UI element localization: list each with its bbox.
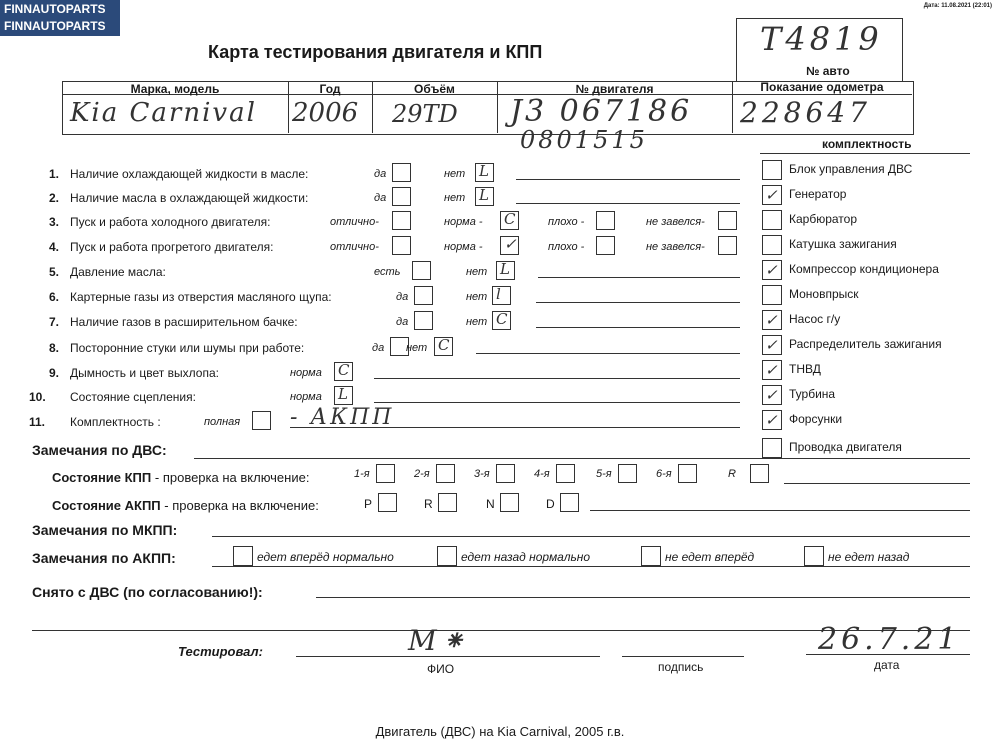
completeness-label: Компрессор кондиционера: [789, 262, 939, 276]
item-answer-line: [516, 203, 740, 204]
kpp-line: [784, 483, 970, 484]
kpp-gear-label: 6-я: [656, 468, 672, 480]
completeness-checkbox[interactable]: [762, 160, 782, 180]
remarks-mkpp-line: [212, 536, 970, 537]
signature-label: подпись: [658, 660, 704, 674]
completeness-label: Распределитель зажигания: [789, 337, 942, 351]
item-option-label: да: [374, 168, 387, 180]
kpp-gear-label: R: [728, 468, 736, 480]
item-option-checkbox[interactable]: [252, 411, 271, 430]
item-mark: ✓: [504, 235, 517, 253]
remarks-dvs-line: [194, 458, 970, 459]
item-option-label: норма: [290, 391, 322, 403]
watermark-line-1: FINNAUTOPARTS: [4, 2, 106, 16]
kpp-gear-label: 1-я: [354, 468, 370, 480]
item-option-label: не завелся-: [646, 216, 705, 228]
completeness-checkbox[interactable]: [762, 210, 782, 230]
car-number-label: № авто: [806, 64, 850, 78]
item-option-label: нет: [466, 316, 488, 328]
completeness-label: Карбюратор: [789, 212, 858, 226]
completeness-label: Турбина: [789, 387, 836, 401]
akpp-gear-label: R: [424, 497, 433, 511]
watermark: [0, 0, 120, 36]
item-option-label: плохо -: [548, 241, 585, 253]
item-option-label: отлично-: [330, 216, 379, 228]
item-label: Пуск и работа холодного двигателя:: [70, 215, 271, 229]
completeness-label: Насос г/у: [789, 312, 841, 326]
akpp-gear-checkbox[interactable]: [438, 493, 457, 512]
kpp-gear-checkbox[interactable]: [556, 464, 575, 483]
akpp-gear-label: N: [486, 497, 495, 511]
date-value: 26.7.21: [818, 622, 961, 657]
completeness-mark: ✓: [765, 386, 778, 404]
item-label: Комплектность :: [70, 415, 161, 429]
item-option-label: нет: [466, 266, 488, 278]
signature-value: M ⁕: [408, 624, 465, 657]
completeness-mark: ✓: [765, 336, 778, 354]
akpp-option-checkbox[interactable]: [233, 546, 253, 566]
kpp-gear-label: 2-я: [414, 468, 430, 480]
akpp-option-label: не едет вперёд: [665, 550, 755, 564]
item-answer-line: [516, 179, 740, 180]
item-label: Наличие газов в расширительном бачке:: [70, 315, 298, 329]
kpp-gear-checkbox[interactable]: [496, 464, 515, 483]
header-year: Год: [319, 82, 341, 96]
akpp-gear-checkbox[interactable]: [560, 493, 579, 512]
item-option-checkbox[interactable]: [596, 236, 615, 255]
item-label: Наличие масла в охлаждающей жидкости:: [70, 191, 309, 205]
item-answer-line: [476, 353, 740, 354]
item-option-checkbox[interactable]: [392, 163, 411, 182]
remarks-dvs-label: Замечания по ДВС:: [32, 442, 167, 458]
item-option-label: да: [374, 192, 387, 204]
akpp-gear-checkbox[interactable]: [500, 493, 519, 512]
remarks-akpp-line: [212, 566, 970, 567]
completeness-label: Генератор: [789, 187, 847, 201]
item-mark: L: [479, 186, 489, 204]
item-mark: C: [504, 210, 516, 228]
item-option-checkbox[interactable]: [718, 236, 737, 255]
signature-line: [622, 656, 744, 657]
akpp-line: [590, 510, 970, 511]
item-option-label: да: [396, 291, 409, 303]
item-mark: l: [496, 285, 501, 303]
item-number: 8.: [49, 341, 60, 355]
kpp-gear-checkbox[interactable]: [618, 464, 637, 483]
item-option-checkbox[interactable]: [718, 211, 737, 230]
completeness-label: ТНВД: [789, 362, 821, 376]
item-answer-line: [538, 277, 740, 278]
item-option-checkbox[interactable]: [392, 187, 411, 206]
completeness-label: Блок управления ДВС: [789, 162, 913, 176]
completeness-mark: ✓: [765, 361, 778, 379]
item-label: Пуск и работа прогретого двигателя:: [70, 240, 274, 254]
item-answer-line: [290, 427, 740, 428]
value-volume: 29TD: [392, 100, 458, 128]
kpp-gear-label: 5-я: [596, 468, 612, 480]
item-mark: L: [338, 385, 348, 403]
completeness-label: Форсунки: [789, 412, 843, 426]
kpp-label: [52, 470, 309, 485]
remarks-akpp-label: Замечания по АКПП:: [32, 550, 176, 566]
item-option-label: нет: [444, 168, 466, 180]
akpp-label-main: Состояние АКПП: [52, 498, 161, 513]
item-number: 6.: [49, 290, 60, 304]
kpp-gear-label: 3-я: [474, 468, 490, 480]
item-label: Картерные газы из отверстия масляного щупа:: [70, 290, 332, 304]
fio-label: ФИО: [427, 662, 455, 676]
removed-label: Снято с ДВС (по согласованию!):: [32, 584, 263, 600]
akpp-option-checkbox[interactable]: [437, 546, 457, 566]
item-number: 4.: [49, 240, 60, 254]
item-label: Посторонние стуки или шумы при работе:: [70, 341, 305, 355]
item-answer-line: [374, 402, 740, 403]
completeness-mark: ✓: [765, 311, 778, 329]
watermark-line-2: FINNAUTOPARTS: [4, 19, 106, 33]
item-option-checkbox[interactable]: [412, 261, 431, 280]
akpp-gear-checkbox[interactable]: [378, 493, 397, 512]
item-option-label: полная: [204, 416, 241, 428]
item-number: 3.: [49, 215, 60, 229]
kpp-gear-checkbox[interactable]: [376, 464, 395, 483]
item-option-label: есть: [374, 266, 401, 278]
item-option-label: нет: [444, 192, 466, 204]
item-number: 7.: [49, 315, 60, 329]
item-option-checkbox[interactable]: [414, 311, 433, 330]
completeness-label: Проводка двигателя: [789, 440, 902, 454]
header-odometer: Показание одометра: [760, 80, 884, 94]
item-answer-line: [536, 327, 740, 328]
item-note: - АКПП: [290, 405, 395, 430]
item-option-label: да: [372, 342, 385, 354]
kpp-gear-checkbox[interactable]: [678, 464, 697, 483]
value-make-model: Kia Carnival: [70, 98, 257, 128]
completeness-checkbox[interactable]: [762, 438, 782, 458]
akpp-gear-label: P: [364, 497, 373, 511]
header-make-model: Марка, модель: [130, 82, 220, 96]
completeness-title: комплектность: [822, 137, 912, 151]
item-number: 1.: [49, 167, 60, 181]
page-caption: Двигатель (ДВС) на Kia Carnival, 2005 г.в.: [375, 724, 625, 739]
item-option-checkbox[interactable]: [392, 236, 411, 255]
item-mark: L: [479, 162, 489, 180]
completeness-checkbox[interactable]: [762, 235, 782, 255]
completeness-label: Моновпрыск: [789, 287, 859, 301]
completeness-checkbox[interactable]: [762, 285, 782, 305]
item-option-label: да: [396, 316, 409, 328]
kpp-label-sub: - проверка на включение:: [154, 470, 310, 485]
item-option-label: плохо -: [548, 216, 585, 228]
kpp-gear-label: 4-я: [534, 468, 550, 480]
akpp-option-label: едет назад нормально: [461, 550, 591, 564]
completeness-title-underline: [760, 153, 970, 154]
item-option-label: отлично-: [330, 241, 379, 253]
item-number: 5.: [49, 265, 60, 279]
item-option-label: не завелся-: [646, 241, 705, 253]
header-engine-number: № двигателя: [575, 82, 654, 96]
value-extra-number: 0801515: [520, 126, 648, 154]
item-option-label: норма -: [444, 216, 483, 228]
item-number: 9.: [49, 366, 60, 380]
form-title: Карта тестирования двигателя и КПП: [208, 42, 543, 62]
akpp-option-checkbox[interactable]: [804, 546, 824, 566]
completeness-mark: ✓: [765, 261, 778, 279]
item-answer-line: [536, 302, 740, 303]
akpp-option-label: не едет назад: [828, 550, 910, 564]
value-odometer: 228647: [740, 96, 871, 129]
item-answer-line: [374, 378, 740, 379]
item-number: 2.: [49, 191, 60, 205]
akpp-label: [52, 498, 319, 513]
item-mark: C: [496, 310, 508, 328]
item-option-checkbox[interactable]: [596, 211, 615, 230]
item-mark: C: [338, 361, 350, 379]
value-engine-number: J3 067186: [510, 94, 693, 129]
item-option-checkbox[interactable]: [392, 211, 411, 230]
header-volume: Объём: [414, 82, 455, 96]
item-label: Наличие охлаждающей жидкости в масле:: [70, 167, 309, 181]
remarks-mkpp-label: Замечания по МКПП:: [32, 522, 178, 538]
removed-line: [316, 597, 970, 598]
akpp-option-checkbox[interactable]: [641, 546, 661, 566]
tested-by-label: Тестировал:: [178, 644, 263, 659]
item-number: 11.: [29, 415, 46, 429]
completeness-label: Катушка зажигания: [789, 237, 897, 251]
item-label: Давление масла:: [70, 265, 166, 279]
item-mark: L: [500, 260, 510, 278]
header-date: Дата: 11.08.2021 (22:01): [923, 3, 992, 9]
fio-line: [296, 656, 600, 657]
item-option-label: норма -: [444, 241, 483, 253]
completeness-mark: ✓: [765, 411, 778, 429]
kpp-label-main: Состояние КПП: [52, 470, 152, 485]
item-number: 10.: [29, 390, 46, 404]
akpp-option-label: едет вперёд нормально: [257, 550, 394, 564]
akpp-label-sub: - проверка на включение:: [164, 498, 319, 513]
value-year: 2006: [292, 98, 359, 128]
kpp-gear-checkbox[interactable]: [436, 464, 455, 483]
item-option-checkbox[interactable]: [492, 286, 511, 305]
date-label: дата: [874, 658, 900, 672]
item-mark: C: [438, 336, 450, 354]
item-label: Состояние сцепления:: [70, 390, 196, 404]
kpp-gear-checkbox[interactable]: [750, 464, 769, 483]
item-option-label: нет: [466, 291, 488, 303]
item-option-label: нет: [406, 342, 428, 354]
akpp-gear-label: D: [546, 497, 555, 511]
completeness-mark: ✓: [765, 186, 778, 204]
item-label: Дымность и цвет выхлопа:: [70, 366, 219, 380]
car-number-value: T4819: [760, 20, 883, 58]
item-option-label: норма: [290, 367, 322, 379]
item-option-checkbox[interactable]: [414, 286, 433, 305]
